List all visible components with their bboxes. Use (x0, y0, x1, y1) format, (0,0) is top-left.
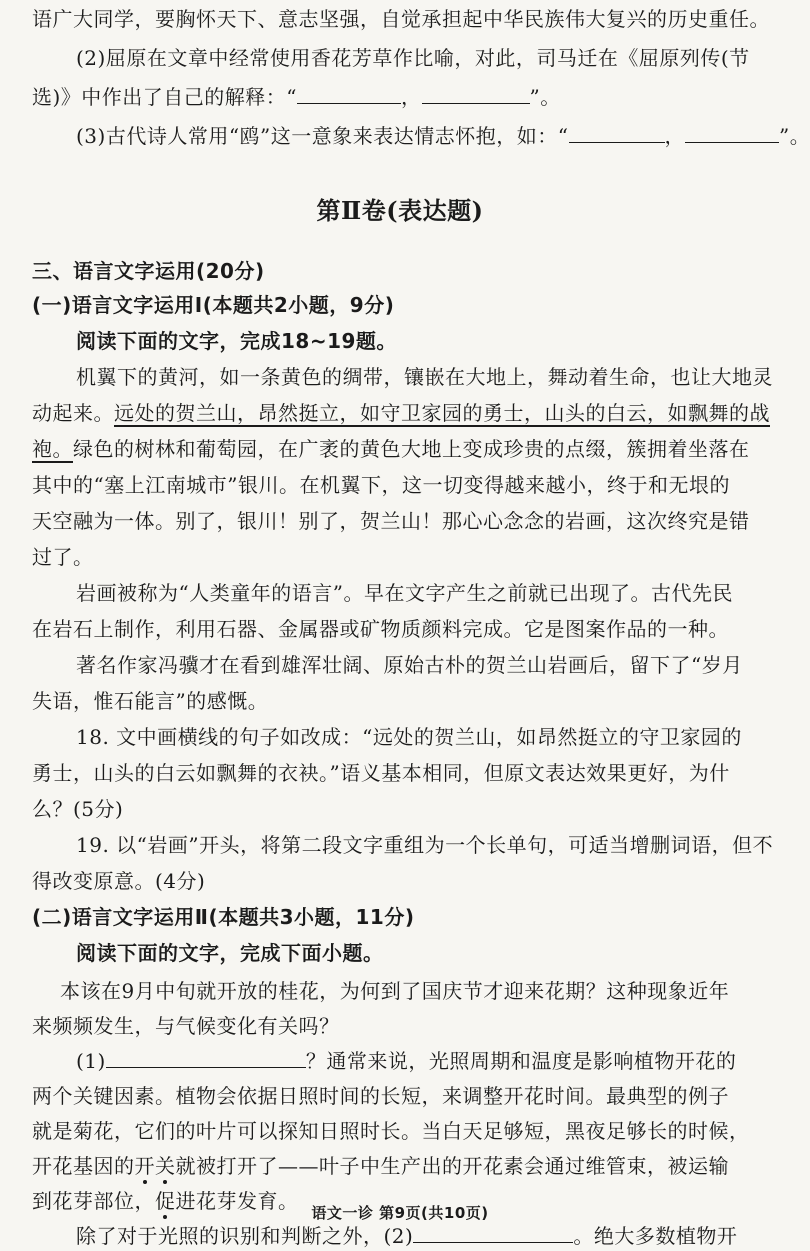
question-2-line: (2)屈原在文章中经常使用香花芳草作比喻，对此，司马迁在《屈原列传(节 (76, 46, 750, 70)
passage-line: 就是菊花，它们的叶片可以探知日照时长。当白天足够短，黑夜足够长的时候， (32, 1119, 750, 1143)
instruction: 阅读下面的文字，完成下面小题。 (76, 941, 384, 965)
passage-line: 袍。绿色的树林和葡萄园，在广袤的黄色大地上变成珍贵的点缀，簇拥着坐落在 (32, 437, 750, 461)
question-3-line: (3)古代诗人常用“鸥”这一意象来表达情志怀抱，如：“ ， ”。 (76, 124, 810, 148)
question-18: 么？(5分) (32, 797, 124, 821)
instruction: 阅读下面的文字，完成18~19题。 (76, 329, 397, 353)
passage-line: 失语，惟石能言”的感慨。 (32, 689, 269, 713)
answer-blank[interactable] (413, 1222, 573, 1243)
passage-line: 动起来。远处的贺兰山，昂然挺立，如守卫家园的勇士，山头的白云，如飘舞的战 (32, 401, 770, 425)
page-footer: 语文一诊 第9页(共10页) (311, 1204, 489, 1222)
answer-blank[interactable] (106, 1047, 306, 1068)
answer-blank[interactable] (422, 83, 530, 104)
passage-line: 来频频发生，与气候变化有关吗？ (32, 1014, 340, 1038)
text-line: 语广大同学，要胸怀天下、意志坚强，自觉承担起中华民族伟大复兴的历史重任。 (32, 7, 770, 31)
passage-line: 本该在9月中旬就开放的桂花，为何到了国庆节才迎来花期？这种现象近年 (60, 979, 730, 1003)
answer-blank[interactable] (685, 122, 779, 143)
passage-line: 岩画被称为“人类童年的语言”。早在文字产生之前就已出现了。古代先民 (76, 581, 733, 605)
underlined-sentence: 远处的贺兰山，昂然挺立，如守卫家园的勇士，山头的白云，如飘舞的战 (114, 401, 770, 425)
subsection-heading: (一)语言文字运用Ⅰ(本题共2小题，9分) (32, 293, 395, 317)
answer-blank[interactable] (569, 122, 665, 143)
passage-line: 两个关键因素。植物会依据日照时间的长短，来调整开花时间。最典型的例子 (32, 1084, 729, 1108)
question-18: 勇士，山头的白云如飘舞的衣袂。”语义基本相同，但原文表达效果更好，为什 (32, 761, 730, 785)
question-18: 18. 文中画横线的句子如改成：“远处的贺兰山，如昂然挺立的守卫家园的 (76, 725, 742, 749)
passage-line: 除了对于光照的识别和判断之外，(2) 。绝大多数植物开 (76, 1224, 738, 1248)
passage-line: 过了。 (32, 545, 94, 569)
passage-line: 机翼下的黄河，如一条黄色的绸带，镶嵌在大地上，舞动着生命，也让大地灵 (76, 365, 773, 389)
passage-line: 在岩石上制作，利用石器、金属器或矿物质颜料完成。它是图案作品的一种。 (32, 617, 729, 641)
volume-title: 第Ⅱ卷(表达题) (316, 196, 484, 225)
passage-line: 著名作家冯骥才在看到雄浑壮阔、原始古朴的贺兰山岩画后，留下了“岁月 (76, 653, 743, 677)
question-19: 得改变原意。(4分) (32, 869, 206, 893)
subsection-heading: (二)语言文字运用Ⅱ(本题共3小题，11分) (32, 905, 415, 929)
passage-line: 天空融为一体。别了，银川！别了，贺兰山！那心心念念的岩画，这次终究是错 (32, 509, 750, 533)
passage-line: 开花基因的开关就被打开了——叶子中生产出的开花素会通过维管束，被运输 (32, 1154, 729, 1178)
passage-line: 其中的“塞上江南城市”银川。在机翼下，这一切变得越来越小，终于和无垠的 (32, 473, 730, 497)
passage-line: 到花芽部位，促进花芽发育。 (32, 1189, 299, 1213)
question-2-answer-line: 选)》中作出了自己的解释：“ ， ”。 (32, 85, 561, 109)
question-19: 19. 以“岩画”开头，将第二段文字重组为一个长单句，可适当增删词语，但不 (76, 833, 774, 857)
underlined-sentence: 袍。 (32, 437, 73, 461)
passage-line: (1) ？通常来说，光照周期和温度是影响植物开花的 (76, 1049, 737, 1073)
section-heading: 三、语言文字运用(20分) (32, 259, 265, 283)
answer-blank[interactable] (297, 83, 401, 104)
